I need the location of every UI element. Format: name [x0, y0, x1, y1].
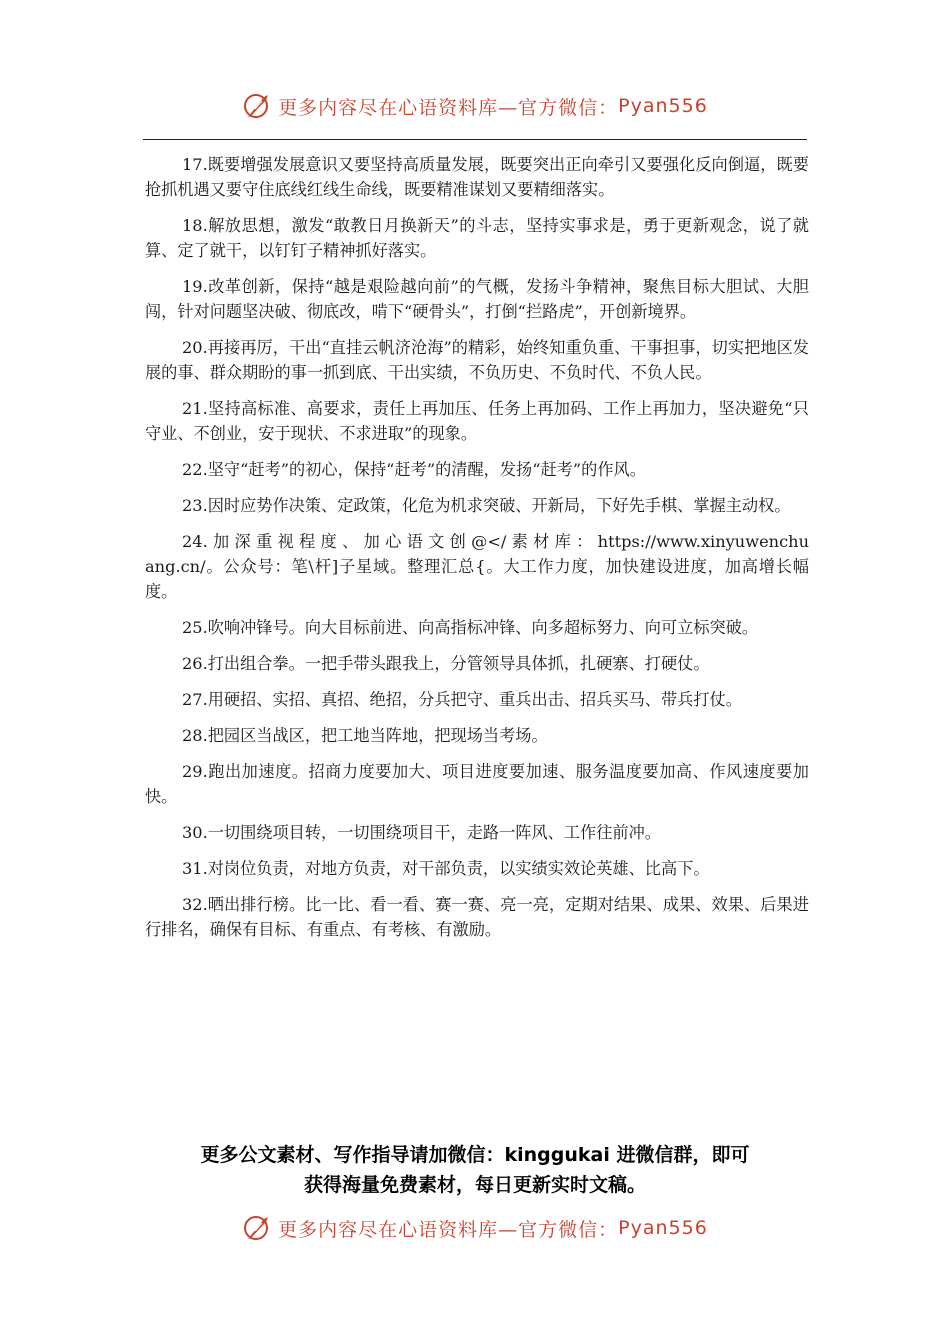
banner-text: 更多内容尽在心语资料库—官方微信： — [278, 96, 619, 119]
paragraph-21: 21.坚持高标准、高要求，责任上再加压、任务上再加码、工作上再加力，坚决避免“只守业、不创业，安于现状、不求进取”的现象。 — [145, 399, 809, 443]
quill-pen-icon — [242, 1213, 272, 1243]
paragraph-30: 30.一切围绕项目转，一切围绕项目干，走路一阵风、工作往前冲。 — [182, 823, 661, 842]
banner-text: 更多内容尽在心语资料库—官方微信： — [278, 1218, 619, 1241]
paragraph-24: 24. 加 深 重 视 程 度 、 加 心 语 文 创 @</ 素 材 库 ： https://www.xinyuwenchuang.cn/。公众号：笔\杆]子星域。整理汇总{。大工作力度，加快建设进度，加高增长幅度。 — [145, 532, 809, 601]
paragraph-18: 18.解放思想，激发“敢教日月换新天”的斗志，坚持实事求是，勇于更新观念，说了就算、定了就干，以钉钉子精神抓好落实。 — [145, 216, 809, 260]
paragraph-31: 31.对岗位负责，对地方负责，对干部负责，以实绩实效论英雄、比高下。 — [182, 859, 710, 878]
paragraph-23: 23.因时应势作决策、定政策，化危为机求突破、开新局，下好先手棋、掌握主动权。 — [182, 496, 791, 515]
paragraph-19: 19.改革创新，保持“越是艰险越向前”的气概，发扬斗争精神，聚焦目标大胆试、大胆闯，针对问题坚决破、彻底改，啃下“硬骨头”，打倒“拦路虎”，开创新境界。 — [145, 277, 809, 321]
footer-line-1: 更多公文素材、写作指导请加微信：kinggukai 进微信群，即可 — [200, 1144, 750, 1166]
footer-line-2: 获得海量免费素材，每日更新实时文稿。 — [303, 1174, 646, 1196]
footer-notice — [0, 1140, 950, 1200]
paragraph-29: 29.跑出加速度。招商力度要加大、项目进度要加速、服务温度要加高、作风速度要加快。 — [145, 762, 809, 806]
header-divider — [143, 139, 807, 140]
paragraph-22: 22.坚守“赶考”的初心，保持“赶考”的清醒，发扬“赶考”的作风。 — [182, 460, 646, 479]
header-banner — [0, 86, 950, 126]
paragraph-26: 26.打出组合拳。一把手带头跟我上，分管领导具体抓，扎硬寨、打硬仗。 — [182, 654, 710, 673]
paragraph-27: 27.用硬招、实招、真招、绝招，分兵把守、重兵出击、招兵买马、带兵打仗。 — [182, 690, 742, 709]
paragraph-32: 32.晒出排行榜。比一比、看一看、赛一赛、亮一亮，定期对结果、成果、效果、后果进行排名，确保有目标、有重点、有考核、有激励。 — [145, 895, 809, 939]
quill-pen-icon — [242, 91, 272, 121]
banner-wechat-id: Pyan556 — [618, 1217, 708, 1239]
paragraph-25: 25.吹响冲锋号。向大目标前进、向高指标冲锋、向多超标努力、向可立标突破。 — [182, 618, 759, 637]
paragraph-17: 17.既要增强发展意识又要坚持高质量发展，既要突出正向牵引又要强化反向倒逼，既要抢抓机遇又要守住底线红线生命线，既要精准谋划又要精细落实。 — [145, 155, 809, 199]
paragraph-28: 28.把园区当战区，把工地当阵地，把现场当考场。 — [182, 726, 548, 745]
paragraph-20: 20.再接再厉，干出“直挂云帆济沧海”的精彩，始终知重负重、干事担事，切实把地区发展的事、群众期盼的事一抓到底、干出实绩，不负历史、不负时代、不负人民。 — [145, 338, 809, 382]
footer-banner — [0, 1208, 950, 1248]
document-body — [145, 152, 809, 953]
banner-wechat-id: Pyan556 — [618, 95, 708, 117]
